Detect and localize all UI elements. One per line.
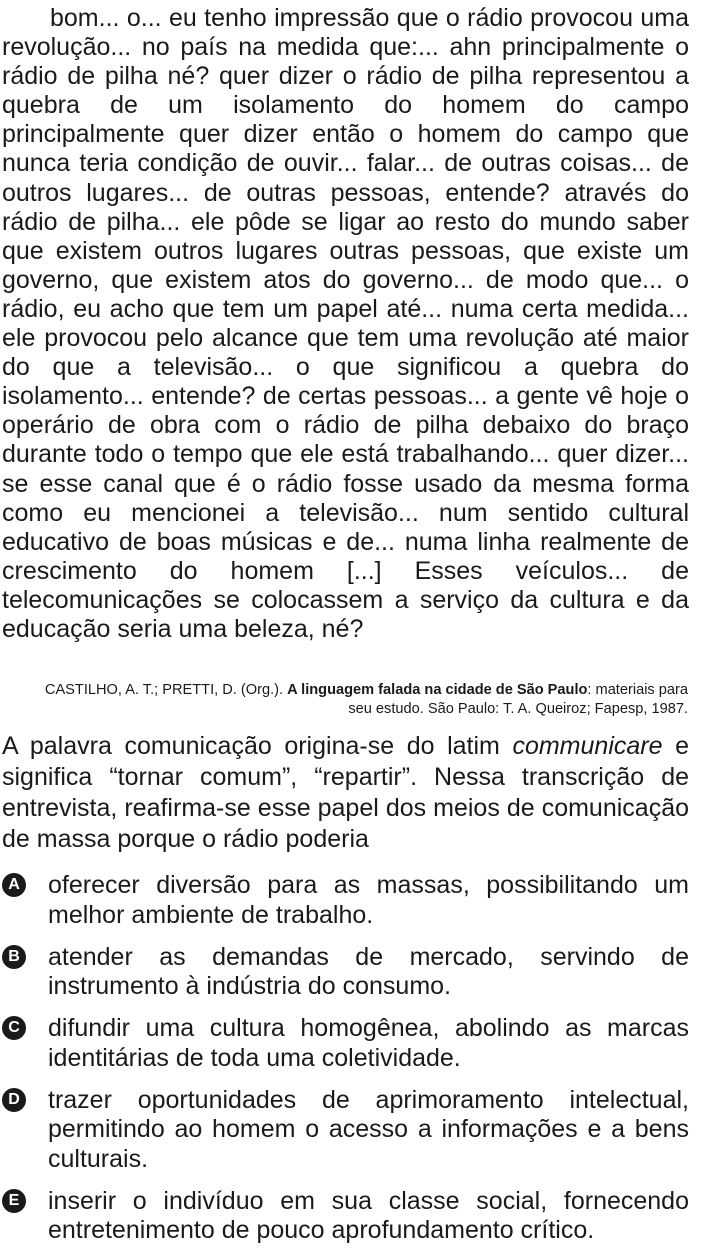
question-stem: [2, 731, 689, 855]
option-a-text: oferecer diversão para as massas, possibilitando um melhor ambiente de trabalho.: [48, 871, 689, 929]
option-c-letter-badge: C: [2, 1016, 26, 1040]
source-citation: [40, 681, 688, 719]
answer-options: [0, 871, 701, 1258]
option-d-letter-badge: D: [2, 1088, 26, 1112]
option-b-letter-badge: B: [2, 945, 26, 969]
option-e-letter-badge: E: [2, 1189, 26, 1213]
option-a[interactable]: [0, 871, 689, 930]
option-e-text: inserir o indivíduo em sua classe social, fornecendo entretenimento de pouco aprofundamento crítico.: [48, 1186, 689, 1244]
option-d-text: trazer oportunidades de aprimoramento intelectual, permitindo ao homem o acesso a informações e a bens culturais.: [48, 1085, 689, 1173]
option-a-letter-badge: A: [2, 873, 26, 897]
option-d[interactable]: [0, 1086, 689, 1175]
option-c[interactable]: [0, 1014, 689, 1073]
stem-text-start: A palavra comunicação origina-se do latim: [2, 732, 513, 760]
option-c-text: difundir uma cultura homogênea, abolindo as marcas identitárias de toda uma coletividade.: [48, 1014, 689, 1072]
interview-transcript: bom... o... eu tenho impressão que o rádio provocou uma revolução... no país na medida que:... ahn principalmente o rádio de pilha né? quer dizer o rádio de pilha representou a quebra de um isolamento do homem do campo principalmente quer dizer então o homem do campo que nunca teria condição de ouvir... falar... de outras coisas... de outros lugares... de outras pessoas, entende? através do rádio de pilha... ele pôde se ligar ao resto do mundo saber que existem outros lugares outras pessoas, que existe um governo, que existem atos do governo... de modo que... o rádio, eu acho que tem um papel até... numa certa medida... ele provocou pelo alcance que tem uma revolução até maior do que a televisão... o que significou a quebra do isolamento... entende? de certas pessoas... a gente vê hoje o operário de obra com o rádio de pilha debaixo do braço durante todo o tempo que ele está trabalhando... quer dizer... se esse canal que é o rádio fosse usado da mesma forma como eu mencionei a televisão... num sentido cultural educativo de boas músicas e de... numa linha realmente de crescimento do homem [...] Esses veículos... de telecomunicações se colocassem a serviço da cultura e da educação seria uma beleza, né?: [2, 4, 689, 643]
option-e[interactable]: [0, 1187, 689, 1246]
option-b-text: atender as demandas de mercado, servindo de instrumento à indústria do consumo.: [48, 942, 689, 1000]
option-b[interactable]: [0, 943, 689, 1002]
latin-word: communicare: [512, 732, 663, 760]
stem-text-end: e significa “tornar comum”, “repartir”. Nessa transcrição de entrevista, reafirma-se esse papel dos meios de comunicação de massa porque o rádio poderia: [2, 732, 689, 853]
citation-details: : materiais para seu estudo. São Paulo: T. A. Queiroz; Fapesp, 1987.: [348, 682, 688, 717]
citation-authors: CASTILHO, A. T.; PRETTI, D. (Org.).: [44, 682, 288, 698]
citation-title: A linguagem falada na cidade de São Paulo: [287, 682, 588, 698]
